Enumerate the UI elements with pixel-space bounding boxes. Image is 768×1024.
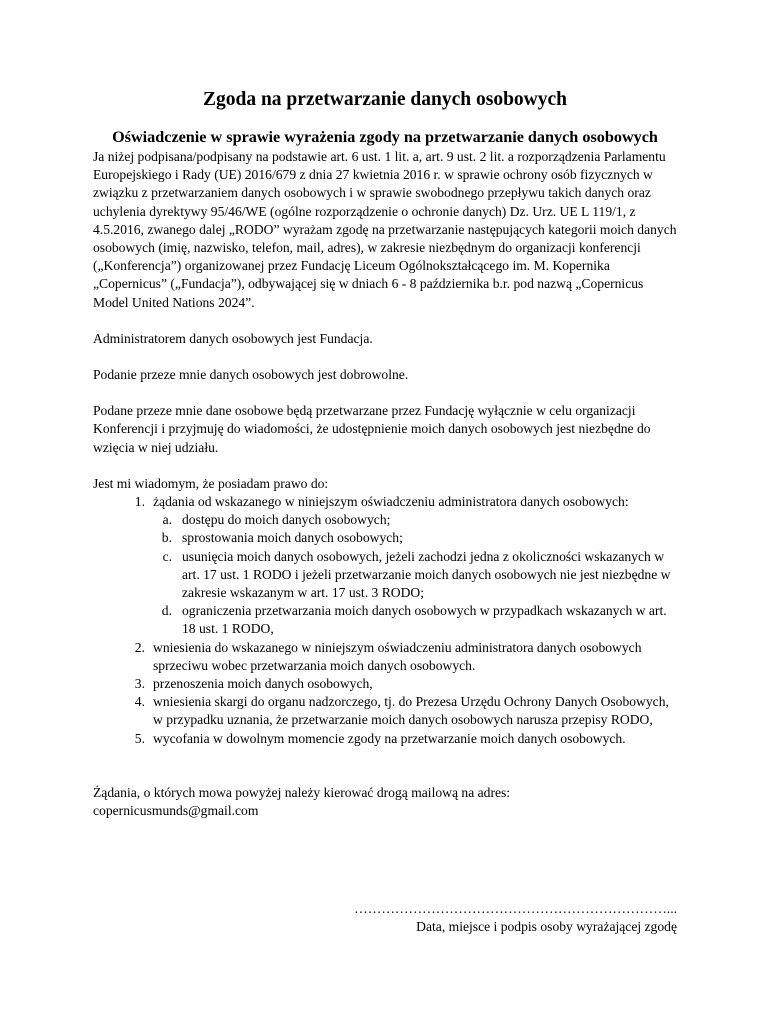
list-letter: a. <box>162 512 172 528</box>
document-subtitle: Oświadczenie w sprawie wyrażenia zgody na przetwarzanie danych osobowych <box>112 128 658 146</box>
list-item-text: dostępu do moich danych osobowych; <box>182 512 391 528</box>
list-item <box>150 548 677 603</box>
list-letter: d. <box>161 603 172 619</box>
voluntary-paragraph: Podanie przeze mnie danych osobowych jest dobrowolne. <box>93 367 409 383</box>
list-item-text: usunięcia moich danych osobowych, jeżeli zachodzi jedna z okoliczności wskazanych w art. 17 ust. 1 RODO i jeżeli przetwarzanie moich danych osobowych nie jest niezbędne w zakresie wskazanym w art. 17 ust. 3 RODO; <box>182 548 671 601</box>
list-letter: b. <box>161 530 172 546</box>
list-item-text: ograniczenia przetwarzania moich danych osobowych w przypadkach wskazanych w art. 18 ust. 1 RODO, <box>182 603 667 637</box>
list-item <box>93 639 677 675</box>
list-item-text: sprostowania moich danych osobowych; <box>182 530 403 546</box>
list-letter: c. <box>162 548 172 564</box>
requests-text: Żądania, o których mowa powyżej należy kierować drogą mailową na adres: <box>93 784 511 800</box>
signature-line: ……………………………………………………………... <box>354 901 677 916</box>
list-number: 3. <box>134 676 145 692</box>
list-item-text: wycofania w dowolnym momencie zgody na przetwarzanie moich danych osobowych. <box>153 730 626 746</box>
contact-block <box>93 784 677 820</box>
list-item-text: przenoszenia moich danych osobowych, <box>153 676 373 692</box>
list-number: 4. <box>134 694 145 710</box>
list-number: 1. <box>134 494 145 510</box>
list-item <box>93 730 677 748</box>
administrator-paragraph: Administratorem danych osobowych jest Fundacja. <box>93 330 373 346</box>
purpose-paragraph: Podane przeze mnie dane osobowe będą przetwarzane przez Fundację wyłącznie w celu organizacji Konferencji i przyjmuję do wiadomości, że udostępnienie moich danych osobowych jest niezbędne do wzięcia w niej udziału. <box>93 403 651 455</box>
list-item-text: wniesienia do wskazanego w niniejszym oświadczeniu administratora danych osobowych sprzeciwu wobec przetwarzania moich danych osobowych. <box>153 639 642 673</box>
contact-email: copernicusmunds@gmail.com <box>93 803 259 819</box>
intro-paragraph: Ja niżej podpisana/podpisany na podstawie art. 6 ust. 1 lit. a, art. 9 ust. 2 lit. a rozporządzenia Parlamentu Europejskiego i Rady (UE) 2016/679 z dnia 27 kwietnia 2016 r. w sprawie ochrony osób fizycznych w związku z przetwarzaniem danych osobowych i w sprawie swobodnego przepływu takich danych oraz uchylenia dyrektywy 95/46/WE (ogólne rozporządzenie o ochronie danych) Dz. Urz. UE L 119/1, z 4.5.2016, zwanego dalej „RODO” wyrażam zgodę na przetwarzanie następujących kategorii moich danych osobowych (imię, nazwisko, telefon, mail, adres), w zakresie niezbędnym do organizacji konferencji („Konferencja”) organizowanej przez Fundację Liceum Ogólnokształcącego im. M. Kopernika „Copernicus” („Fundacja”), odbywającej się w dniach 6 - 8 października b.r. pod nazwą „Copernicus Model United Nations 2024”. <box>93 149 677 310</box>
list-item <box>150 529 677 547</box>
document-title: Zgoda na przetwarzanie danych osobowych <box>202 89 568 110</box>
rights-list <box>93 493 677 748</box>
document-body <box>93 88 677 820</box>
list-item-text: żądania od wskazanego w niniejszym oświadczeniu administratora danych osobowych: <box>153 494 629 510</box>
list-item <box>150 511 677 529</box>
list-item <box>93 675 677 693</box>
list-number: 2. <box>134 639 145 655</box>
list-item <box>150 602 677 638</box>
list-item <box>93 693 677 729</box>
sub-rights-list <box>153 511 677 638</box>
list-item-text: wniesienia skargi do organu nadzorczego, tj. do Prezesa Urzędu Ochrony Danych Osobowych, w przypadku uznania, że przetwarzanie moich danych osobowych narusza przepisy RODO, <box>153 694 669 728</box>
list-number: 5. <box>134 730 145 746</box>
signature-label: Data, miejsce i podpis osoby wyrażającej zgodę <box>416 919 677 934</box>
list-item <box>93 493 677 639</box>
signature-block <box>93 900 677 936</box>
rights-intro: Jest mi wiadomym, że posiadam prawo do: <box>93 475 329 491</box>
